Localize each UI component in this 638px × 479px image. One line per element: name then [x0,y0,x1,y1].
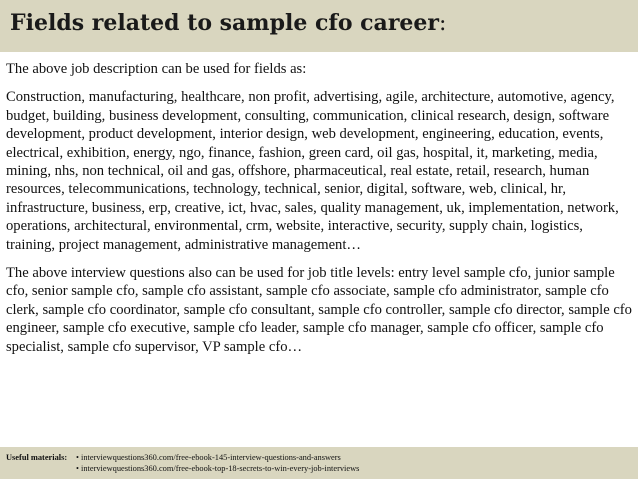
useful-materials [6,452,630,474]
useful-materials-label [6,452,76,474]
intro-text: The above job description can be used for fields as: [6,61,307,77]
footer-link-ebook-145-questions[interactable]: • interviewquestions360.com/free-ebook-145-interview-questions-and-answers [76,453,341,462]
job-levels-text: The above interview questions also can be used for job title levels: entry level sample cfo, junior sample cfo, senior sample cfo, sample cfo assistant, sample cfo associate, sample cfo administrator, sample cfo clerk, sample cfo coordinator, sample cfo consultant, sample cfo controller, sample cfo director, sample cfo engineer, sample cfo executive, sample cfo leader, sample cfo manager, sample cfo officer, sample cfo specialist, sample cfo supervisor, VP sample cfo… [6,265,632,355]
useful-materials-label-text: Useful materials [6,453,65,462]
slide-body [6,60,632,356]
footer-link-ebook-18-secrets[interactable]: • interviewquestions360.com/free-ebook-top-18-secrets-to-win-every-job-interviews [76,464,360,473]
fields-list-text: Construction, manufacturing, healthcare, non profit, advertising, agile, architecture, automotive, agency, budget, building, business development, consulting, communication, clinical research, design, software development, product development, interior design, web development, engineering, education, events, electrical, exhibition, energy, ngo, finance, fashion, green card, oil gas, hospital, it, marketing, media, mining, nhs, non technical, oil and gas, offshore, pharmaceutical, real estate, retail, research, human resources, telecommunications, technology, technical, senior, digital, software, web, clinical, hr, infrastructure, business, erp, creative, ict, hvac, sales, quality management, uk, implementation, network, operations, architectural, environmental, crm, website, interactive, security, supply chain, logistics, training, project management, administrative management… [6,89,619,253]
title-bar [0,0,638,52]
slide-title-colon: : [439,11,447,36]
slide-title: Fields related to sample cfo career [10,10,439,36]
useful-materials-links [76,452,359,474]
useful-materials-label-colon: : [64,453,68,462]
footer-bar [0,447,638,479]
